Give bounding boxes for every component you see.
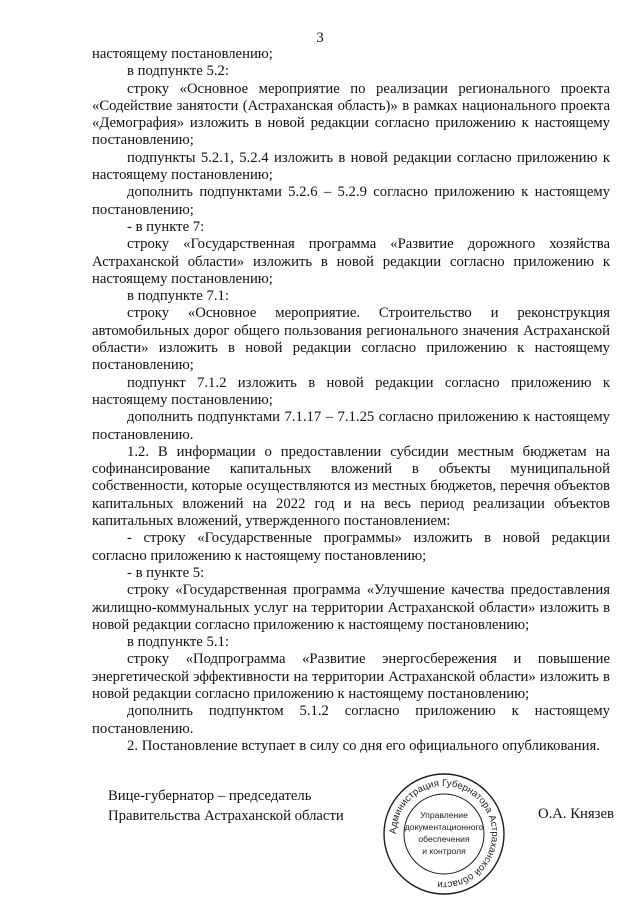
signatory-title-line-1: Вице-губернатор – председатель xyxy=(108,788,312,804)
paragraph: - строку «Государственные программы» изложить в новой редакции согласно приложению к настоящему постановлению; xyxy=(92,530,610,564)
paragraph: строку «Государственная программа «Развитие дорожного хозяйства Астраханской области» изложить в новой редакции согласно приложению к настоящему постановлению; xyxy=(92,236,610,287)
seal-center-line-3: обеспечения xyxy=(418,834,470,844)
paragraph: дополнить подпунктами 7.1.17 – 7.1.25 согласно приложению к настоящему постановлению. xyxy=(92,409,610,443)
paragraph: - в пункте 7: xyxy=(127,218,205,235)
paragraph: в подпункте 7.1: xyxy=(127,288,229,305)
page-number: 3 xyxy=(316,30,324,46)
signatory-title xyxy=(108,786,344,826)
document-body xyxy=(92,46,610,755)
paragraph: дополнить подпунктами 5.2.6 – 5.2.9 согласно приложению к настоящему постановлению; xyxy=(92,184,610,218)
paragraph: подпункт 7.1.2 изложить в новой редакции согласно приложению к настоящему постановлению; xyxy=(92,374,610,408)
paragraph: строку «Государственная программа «Улучшение качества предоставления жилищно-коммунальных услуг на территории Астраханской области» изложить в новой редакции согласно приложению к настоящему постановлению; xyxy=(92,582,610,633)
paragraph: в подпункте 5.2: xyxy=(127,63,229,80)
paragraph: дополнить подпунктом 5.1.2 согласно приложению к настоящему постановлению. xyxy=(92,703,610,737)
seal-center-line-2: документационного xyxy=(404,822,484,832)
paragraph: 2. Постановление вступает в силу со дня его официального опубликования. xyxy=(127,737,600,754)
paragraph: в подпункте 5.1: xyxy=(127,634,229,651)
signatory-name: О.А. Князев xyxy=(538,806,614,822)
seal-ring-text: Администрация Губернатора Астраханской области xyxy=(387,777,501,891)
paragraph: строку «Основное мероприятие по реализации регионального проекта «Содействие занятости (Астраханская область)» в рамках национального проекта «Демография» изложить в новой редакции согласно приложению к настоящему постановлению; xyxy=(92,80,610,149)
signatory-title-line-2: Правительства Астраханской области xyxy=(108,808,344,824)
seal-center-line-1: Управление xyxy=(420,810,468,820)
official-seal xyxy=(380,770,508,898)
paragraph: строку «Подпрограмма «Развитие энергосбережения и повышение энергетической эффективности на территории Астраханской области» изложить в новой редакции согласно приложению к настоящему постановлению; xyxy=(92,651,610,702)
paragraph: - в пункте 5: xyxy=(127,564,205,581)
seal-center-line-4: и контроля xyxy=(422,846,466,856)
paragraph: строку «Основное мероприятие. Строительство и реконструкция автомобильных дорог общего пользования регионального значения Астраханской области» изложить в новой редакции согласно приложению к настоящему постановлению; xyxy=(92,305,610,374)
paragraph: подпункты 5.2.1, 5.2.4 изложить в новой редакции согласно приложению к настоящему постановлению; xyxy=(92,149,610,184)
paragraph: настоящему постановлению; xyxy=(92,46,273,62)
paragraph: 1.2. В информации о предоставлении субсидии местным бюджетам на софинансирование капитальных вложений в объекты муниципальной собственности, которые осуществляются из местных бюджетов, перечня объектов капитальных вложений на 2022 год и на весь период реализации объектов капитальных вложений, утвержденного постановлением: xyxy=(92,443,610,530)
